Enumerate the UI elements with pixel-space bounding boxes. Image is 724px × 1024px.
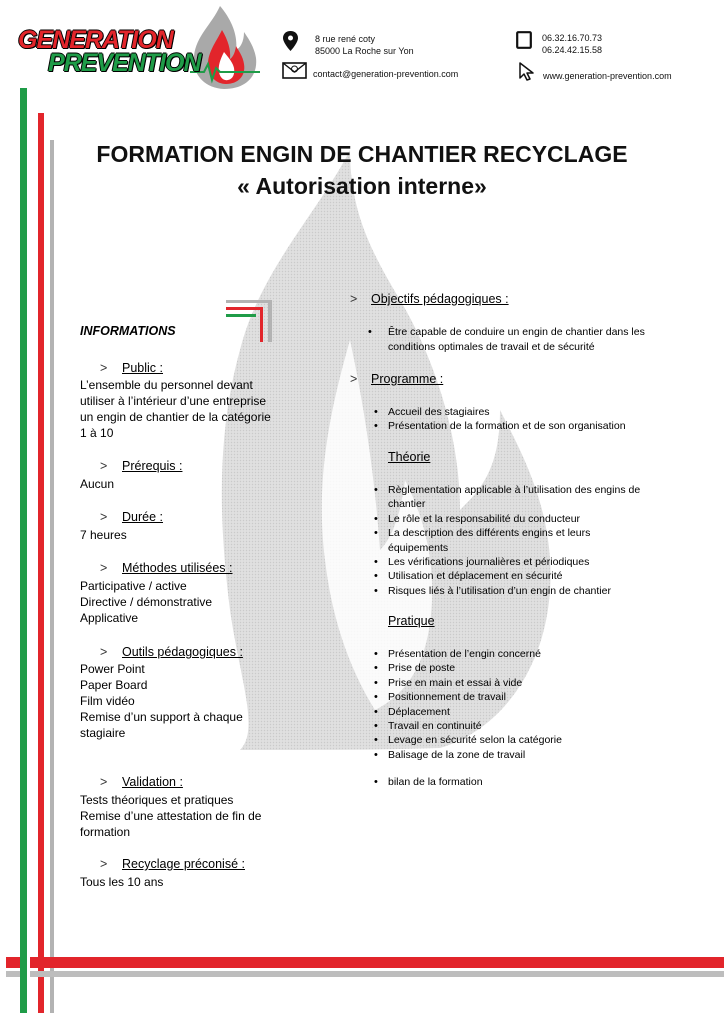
left-grey-stripe bbox=[50, 140, 54, 1013]
section-bullet-methodes: > bbox=[100, 561, 108, 575]
section-title-prerequis: Prérequis : bbox=[122, 459, 183, 473]
section-heading-methodes bbox=[100, 561, 232, 575]
email-address[interactable]: contact@generation-prevention.com bbox=[313, 69, 459, 79]
phone-number-1[interactable]: 06.32.16.70.73 bbox=[542, 33, 603, 43]
pratique-list bbox=[373, 647, 663, 762]
validation-line: Tests théoriques et pratiques bbox=[80, 793, 234, 807]
location-pin-icon bbox=[283, 31, 298, 51]
footer-grey-stripe bbox=[30, 971, 724, 977]
objectifs-list bbox=[367, 325, 657, 355]
list-item: • Balisage de la zone de travail bbox=[373, 748, 663, 762]
cursor-icon bbox=[518, 62, 536, 81]
section-bullet-public: > bbox=[100, 361, 108, 375]
footer-red-stripe bbox=[30, 957, 724, 968]
logo-flame-icon bbox=[190, 6, 260, 90]
outil-line: Remise d’un support à chaque stagiaire bbox=[80, 710, 243, 740]
methode-line: Participative / active bbox=[80, 579, 187, 593]
section-bullet-prerequis: > bbox=[100, 459, 108, 473]
outil-line: Paper Board bbox=[80, 678, 148, 692]
left-red-stripe bbox=[38, 113, 44, 1013]
address-block bbox=[315, 33, 414, 57]
section-body-recyclage: Tous les 10 ans bbox=[80, 875, 164, 889]
list-item: • Présentation de la formation et de son organisation bbox=[373, 419, 663, 433]
section-bullet-recyclage: > bbox=[100, 857, 108, 871]
website-link[interactable]: www.generation-prevention.com bbox=[543, 71, 672, 81]
theorie-heading: Théorie bbox=[388, 450, 431, 464]
objectifs-bullet: > bbox=[350, 292, 358, 306]
phone-numbers bbox=[542, 32, 602, 56]
phone-icon bbox=[516, 31, 532, 49]
list-item: • Le rôle et la responsabilité du conducteur bbox=[373, 512, 648, 526]
section-body-outils bbox=[80, 661, 276, 741]
section-bullet-validation: > bbox=[100, 775, 108, 789]
address-line-2: 85000 La Roche sur Yon bbox=[315, 46, 414, 56]
list-item: • Déplacement bbox=[373, 705, 663, 719]
section-body-public: L’ensemble du personnel devant utiliser à l’intérieur d’une entreprise un engin de chantier de la catégorie 1 à 10 bbox=[80, 378, 271, 440]
objectifs-title: Objectifs pédagogiques : bbox=[371, 292, 509, 306]
list-item: • Les vérifications journalières et périodiques bbox=[373, 555, 648, 569]
section-title-methodes: Méthodes utilisées : bbox=[122, 561, 233, 575]
list-item: • Présentation de l’engin concerné bbox=[373, 647, 663, 661]
final-list bbox=[373, 775, 663, 789]
validation-line: Remise d’une attestation de fin de formation bbox=[80, 809, 262, 839]
informations-heading: INFORMATIONS bbox=[80, 324, 176, 338]
section-title-duree: Durée : bbox=[122, 510, 163, 524]
list-item: • Utilisation et déplacement en sécurité bbox=[373, 569, 648, 583]
section-title-outils: Outils pédagogiques : bbox=[122, 645, 243, 659]
list-item: • Levage en sécurité selon la catégorie bbox=[373, 733, 663, 747]
theorie-list bbox=[373, 483, 648, 598]
section-heading-outils bbox=[100, 645, 243, 659]
list-item: • Positionnement de travail bbox=[373, 690, 663, 704]
list-item: • Prise en main et essai à vide bbox=[373, 676, 663, 690]
company-logo bbox=[14, 6, 262, 90]
page-subtitle: « Autorisation interne» bbox=[237, 173, 487, 199]
logo-text-prevention: PREVENTION bbox=[48, 49, 201, 77]
list-item: • Risques liés à l’utilisation d’un engin de chantier bbox=[373, 584, 648, 598]
list-item: • Accueil des stagiaires bbox=[373, 405, 663, 419]
outil-line: Film vidéo bbox=[80, 694, 135, 708]
section-body-methodes bbox=[80, 578, 276, 626]
section-body-prerequis: Aucun bbox=[80, 477, 115, 491]
section-heading-recyclage bbox=[100, 857, 245, 871]
section-heading-validation bbox=[100, 775, 183, 789]
section-bullet-duree: > bbox=[100, 510, 108, 524]
left-green-stripe bbox=[20, 88, 27, 1013]
programme-bullet: > bbox=[350, 372, 358, 386]
programme-heading bbox=[350, 372, 443, 386]
methode-line: Applicative bbox=[80, 611, 139, 625]
list-item: • Prise de poste bbox=[373, 661, 663, 675]
page-title: FORMATION ENGIN DE CHANTIER RECYCLAGE bbox=[96, 141, 628, 167]
address-line-1: 8 rue rené coty bbox=[315, 34, 376, 44]
section-title-recyclage: Recyclage préconisé : bbox=[122, 857, 245, 871]
list-item: • Règlementation applicable à l’utilisation des engins de chantier bbox=[373, 483, 648, 512]
footer-red-stripe-short bbox=[6, 957, 20, 968]
programme-title: Programme : bbox=[371, 372, 444, 386]
logo-text-generation: GENERATION bbox=[18, 26, 173, 54]
list-item: • Travail en continuité bbox=[373, 719, 663, 733]
objectifs-heading bbox=[350, 292, 509, 306]
section-heading-public bbox=[100, 361, 163, 375]
section-heading-duree bbox=[100, 510, 163, 524]
section-heading-prerequis bbox=[100, 459, 182, 473]
list-item: • bilan de la formation bbox=[373, 775, 663, 789]
section-body-validation bbox=[80, 792, 276, 840]
section-title-public: Public : bbox=[122, 361, 163, 375]
methode-line: Directive / démonstrative bbox=[80, 595, 213, 609]
programme-intro-list bbox=[373, 405, 663, 434]
section-body-duree: 7 heures bbox=[80, 528, 127, 542]
list-item: • La description des différents engins et leurs équipements bbox=[373, 526, 648, 555]
pratique-heading: Pratique bbox=[388, 614, 435, 628]
corner-bracket-decoration bbox=[226, 300, 272, 342]
list-item: • Être capable de conduire un engin de chantier dans les conditions optimales de travail et de sécurité bbox=[367, 325, 657, 355]
phone-number-2[interactable]: 06.24.42.15.58 bbox=[542, 45, 603, 55]
outil-line: Power Point bbox=[80, 662, 145, 676]
footer-grey-stripe-short bbox=[6, 971, 20, 977]
section-title-validation: Validation : bbox=[122, 775, 183, 789]
section-bullet-outils: > bbox=[100, 645, 108, 659]
envelope-icon bbox=[282, 62, 307, 79]
